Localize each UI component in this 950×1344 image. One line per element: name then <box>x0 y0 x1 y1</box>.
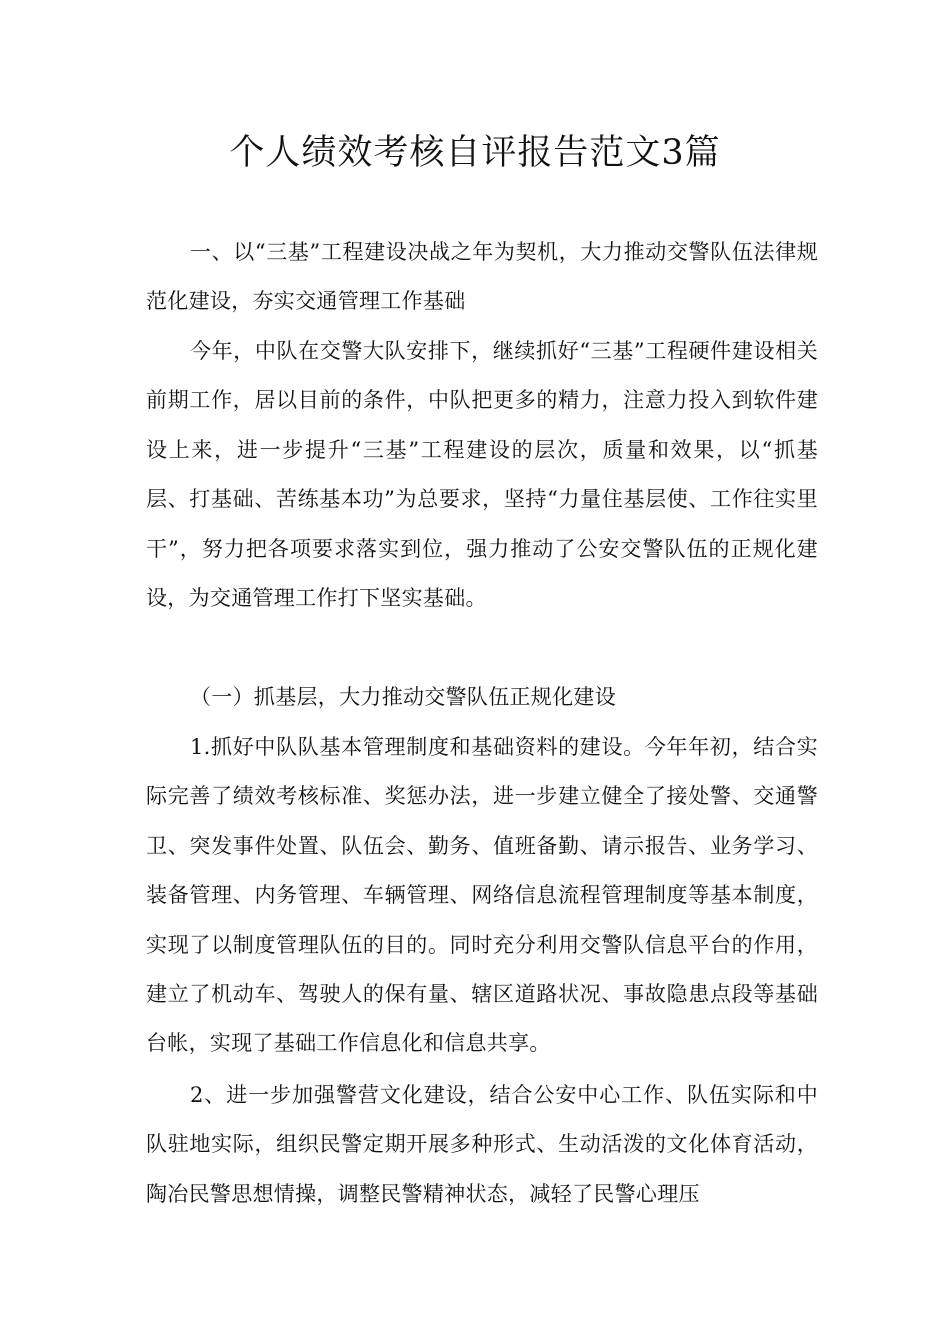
section-heading-paragraph: 一、以“三基”工程建设决战之年为契机，大力推动交警队伍法律规范化建设，夯实交通管理工作基础 <box>146 240 818 314</box>
body-paragraph: 2、进一步加强警营文化建设，结合公安中心工作、队伍实际和中队驻地实际，组织民警定期开展多种形式、生动活泼的文化体育活动，陶冶民警思想情操，调整民警精神状态，减轻了民警心理压 <box>146 1083 818 1206</box>
body-paragraph: 1.抓好中队队基本管理制度和基础资料的建设。今年年初，结合实际完善了绩效考核标准、奖惩办法，进一步建立健全了接处警、交通警卫、突发事件处置、队伍会、勤务、值班备勤、请示报告、业务学习、装备管理、内务管理、车辆管理、网络信息流程管理制度等基本制度，实现了以制度管理队伍的目的。同时充分利用交警队信息平台的作用，建立了机动车、驾驶人的保有量、辖区道路状况、事故隐患点段等基础台帐，实现了基础工作信息化和信息共享。 <box>146 735 818 1056</box>
subsection-heading: （一）抓基层，大力推动交警队伍正规化建设 <box>190 685 616 709</box>
document-title: 个人绩效考核自评报告范文3篇 <box>229 133 721 173</box>
body-paragraph: 今年，中队在交警大队安排下，继续抓好“三基”工程硬件建设相关前期工作，居以目前的条件，中队把更多的精力，注意力投入到软件建设上来，进一步提升“三基”工程建设的层次，质量和效果，以“抓基层、打基础、苦练基本功”为总要求，坚持“力量住基层使、工作往实里干”，努力把各项要求落实到位，强力推动了公安交警队伍的正规化建设，为交通管理工作打下坚实基础。 <box>146 339 818 611</box>
